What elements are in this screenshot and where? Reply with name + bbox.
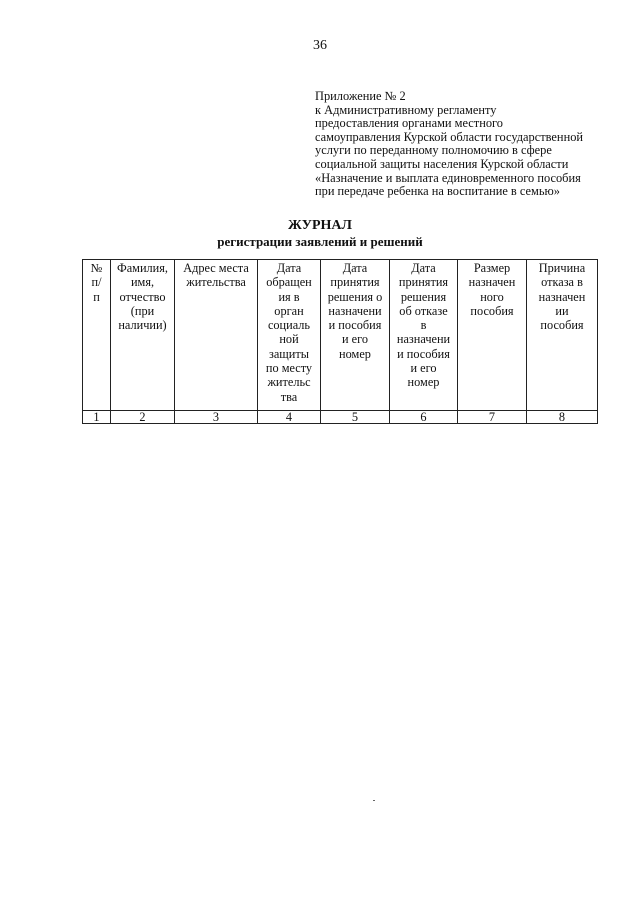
column-header-line: в bbox=[420, 318, 427, 333]
column-header-line: орган bbox=[274, 303, 304, 318]
table-header-row bbox=[83, 260, 598, 411]
column-header-line: защиты bbox=[268, 346, 309, 361]
page-number: 36 bbox=[313, 38, 327, 53]
column-header-line: ной bbox=[279, 332, 299, 347]
appendix-line: предоставления органами местного bbox=[315, 116, 503, 131]
column-header-line: жительс bbox=[267, 375, 311, 390]
column-header-line: назначени bbox=[396, 332, 451, 347]
journal-title bbox=[0, 218, 640, 250]
column-header-line: принятия bbox=[330, 275, 380, 290]
column-header-4 bbox=[258, 260, 321, 411]
column-header-line: ного bbox=[480, 289, 504, 304]
column-number-6: 6 bbox=[390, 411, 458, 424]
appendix-line: услуги по переданному полномочию в сфере bbox=[315, 143, 552, 158]
column-header-line: номер bbox=[407, 375, 440, 390]
column-header-line: отчество bbox=[119, 289, 166, 304]
column-number-8: 8 bbox=[527, 411, 598, 424]
column-header-line: пособия bbox=[470, 303, 514, 318]
column-header-line: назначен bbox=[538, 289, 586, 304]
column-header-line: Адрес места bbox=[183, 261, 249, 275]
column-number-2: 2 bbox=[111, 411, 175, 424]
column-number-7: 7 bbox=[458, 411, 527, 424]
column-header-line: Дата bbox=[411, 261, 436, 275]
appendix-line: Приложение № 2 bbox=[315, 89, 406, 103]
scan-speck bbox=[373, 800, 375, 801]
appendix-line: социальной защиты населения Курской области bbox=[315, 156, 569, 171]
column-header-line: Причина bbox=[538, 261, 586, 275]
column-header-line: п bbox=[93, 289, 100, 304]
column-header-line: пособия bbox=[540, 318, 584, 333]
column-header-2 bbox=[111, 260, 175, 411]
column-number-4: 4 bbox=[258, 411, 321, 424]
column-header-8 bbox=[527, 260, 598, 411]
journal-title-sub: регистрации заявлений и решений bbox=[217, 234, 423, 249]
appendix-block bbox=[315, 90, 615, 199]
column-header-line: решения bbox=[400, 289, 447, 304]
column-header-line: № bbox=[90, 261, 103, 275]
column-header-line: обращен bbox=[266, 275, 312, 290]
column-header-6 bbox=[390, 260, 458, 411]
column-header-line: по месту bbox=[265, 361, 313, 376]
column-header-line: и пособия bbox=[328, 318, 382, 333]
column-header-5 bbox=[321, 260, 390, 411]
column-header-line: Дата bbox=[342, 261, 368, 275]
registration-table bbox=[82, 259, 598, 424]
column-header-line: Дата bbox=[276, 261, 302, 275]
column-header-line: об отказе bbox=[399, 303, 448, 318]
appendix-line: при передаче ребенка на воспитание в семью» bbox=[315, 184, 560, 199]
column-header-line: отказа в bbox=[541, 275, 583, 290]
column-header-line: назначен bbox=[468, 275, 516, 290]
column-header-line: и пособия bbox=[397, 346, 450, 361]
table-numbering-row bbox=[83, 411, 598, 424]
column-header-1 bbox=[83, 260, 111, 411]
column-header-line: Размер bbox=[473, 261, 511, 275]
appendix-line: к Административному регламенту bbox=[315, 102, 497, 117]
column-header-line: и его bbox=[410, 361, 437, 376]
column-number-3: 3 bbox=[175, 411, 258, 424]
column-header-line: имя, bbox=[130, 275, 155, 290]
column-header-line: п/ bbox=[91, 275, 102, 290]
column-header-line: принятия bbox=[398, 275, 449, 290]
column-number-5: 5 bbox=[321, 411, 390, 424]
column-header-line: и его bbox=[342, 332, 368, 347]
column-header-line: назначени bbox=[328, 303, 382, 318]
column-header-line: наличии) bbox=[118, 318, 167, 333]
appendix-line: «Назначение и выплата единовременного пособия bbox=[315, 170, 581, 185]
column-header-line: жительства bbox=[186, 275, 246, 290]
column-header-line: тва bbox=[280, 389, 298, 404]
column-header-line: социаль bbox=[267, 318, 311, 333]
column-header-3 bbox=[175, 260, 258, 411]
column-header-line: решения о bbox=[327, 289, 383, 304]
column-header-line: номер bbox=[339, 346, 371, 361]
appendix-line: самоуправления Курской области государственной bbox=[315, 129, 584, 144]
column-header-line: ия в bbox=[278, 289, 300, 304]
column-header-7 bbox=[458, 260, 527, 411]
column-header-line: ии bbox=[555, 303, 569, 318]
column-header-line: (при bbox=[130, 303, 155, 318]
journal-title-main: ЖУРНАЛ bbox=[288, 218, 352, 233]
column-header-line: Фамилия, bbox=[117, 261, 168, 275]
column-number-1: 1 bbox=[83, 411, 111, 424]
